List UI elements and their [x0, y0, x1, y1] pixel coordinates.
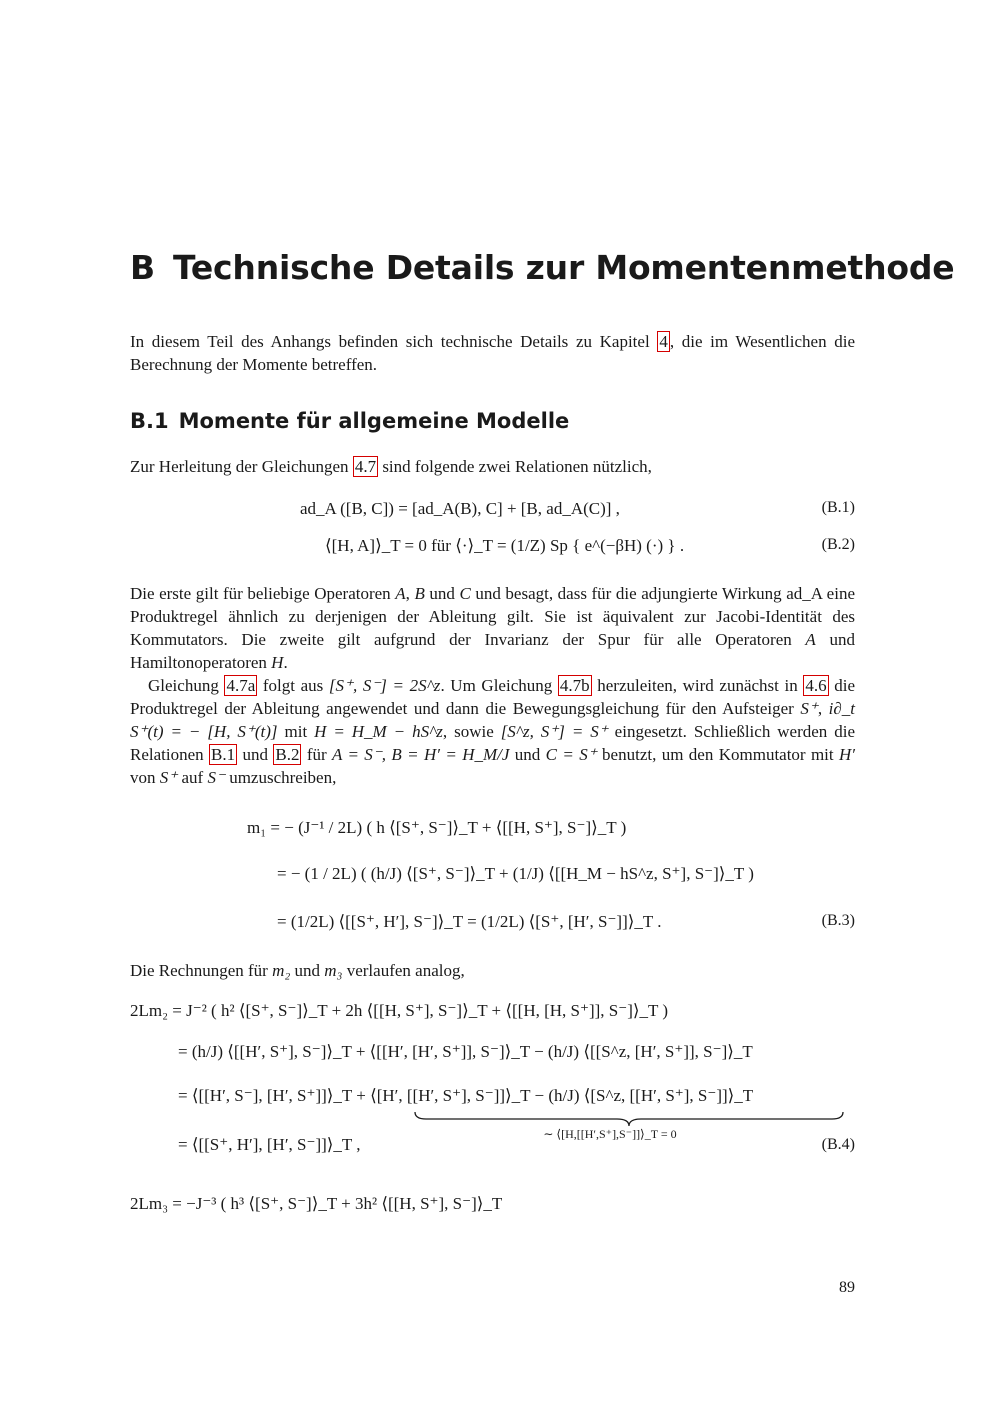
paragraph-text: Die erste gilt für beliebige Operatoren: [130, 584, 396, 603]
paragraph-text: von: [130, 768, 160, 787]
paragraph-4: [130, 959, 855, 982]
ref-link-4-7a[interactable]: 4.7a: [226, 676, 256, 695]
ref-link-chapter-4[interactable]: 4: [659, 332, 668, 351]
paragraph-text: ,: [405, 584, 415, 603]
paragraph-text: herzuleiten, wird zunächst in: [591, 676, 804, 695]
paragraph-text: und: [424, 584, 460, 603]
paragraph-text: sind folgende zwei Relationen nützlich,: [378, 457, 652, 476]
page-number: 89: [839, 1279, 855, 1296]
paragraph-text: umzuschreiben,: [224, 768, 337, 787]
paragraph-text: . Um Gleichung: [440, 676, 558, 695]
paragraph-2: [130, 582, 855, 674]
inline-math: [S^z, S⁺] = S⁺: [500, 722, 608, 741]
paragraph-3: [130, 674, 855, 789]
math-symbol: A: [805, 630, 816, 649]
inline-math: m₃: [324, 961, 343, 980]
inline-math: S⁺: [159, 768, 178, 787]
paragraph-text: benutzt, um den Kommutator mit: [596, 745, 840, 764]
equation-b4-line2: = (h/J) ⟨[[H′, S⁺], S⁻]⟩_T + ⟨[[H′, [H′, S⁺]], S⁻]⟩_T − (h/J) ⟨[[S^z, [H′, S⁺]], S⁻]⟩_T: [178, 1042, 753, 1061]
section-number: B.1: [130, 409, 169, 433]
paragraph-text: eingesetzt. Schließlich werden die Relationen: [130, 722, 856, 764]
inline-math: H′: [839, 745, 856, 764]
chapter-heading: [130, 248, 954, 287]
math-symbol: ad_A: [786, 584, 823, 603]
paragraph-text: und Hamiltonoperatoren: [130, 630, 855, 672]
paragraph-text: .: [283, 653, 288, 672]
paragraph-1: [130, 455, 855, 478]
inline-math: S⁻: [207, 768, 225, 787]
paragraph-text: , sowie: [442, 722, 501, 741]
equation-number-b2: (B.2): [821, 536, 855, 553]
paragraph-text: auf: [177, 768, 208, 787]
ref-link-4-7b[interactable]: 4.7b: [559, 676, 590, 695]
equation-number-b1: (B.1): [821, 499, 855, 516]
equation-b3-line1: m₁ = − (J⁻¹ / 2L) ( h ⟨[S⁺, S⁻]⟩_T + ⟨[[H, S⁺], S⁻]⟩_T ): [247, 818, 627, 837]
equation-number-b3: (B.3): [821, 912, 855, 929]
paragraph-text: Die Rechnungen für: [130, 961, 273, 980]
math-symbol: H: [271, 653, 284, 672]
equation-b4-line3: = ⟨[[H′, S⁻], [H′, S⁺]]⟩_T + ⟨[H′, [[H′, S⁺], S⁻]]⟩_T − (h/J) ⟨[S^z, [[H′, S⁺], S⁻]]⟩_T: [178, 1086, 754, 1105]
chapter-title: Technische Details zur Momentenmethode: [172, 248, 955, 287]
paragraph-text: ,: [817, 699, 829, 718]
paragraph-text: und: [237, 745, 274, 764]
paragraph-text: und: [509, 745, 546, 764]
paragraph-text: Zur Herleitung der Gleichungen: [130, 457, 353, 476]
inline-math: C = S⁺: [545, 745, 597, 764]
equation-m3-line1: 2Lm₃ = −J⁻³ ( h³ ⟨[S⁺, S⁻]⟩_T + 3h² ⟨[[H, S⁺], S⁻]⟩_T: [130, 1194, 503, 1213]
intro-text: , die im Wesentlichen die Berechnung der Momente betreffen.: [130, 332, 855, 374]
inline-math: S⁺: [800, 699, 818, 718]
equation-b3-line3: = (1/2L) ⟨[[S⁺, H′], S⁻]⟩_T = (1/2L) ⟨[S⁺, [H′, S⁻]]⟩_T .: [277, 912, 662, 931]
math-symbol: A: [395, 584, 406, 603]
paragraph-text: eine Produktregel ähnlich zu derjenigen der Ableitung gilt. Sie ist äquivalent zur Jacobi-Identität des Kommutators. Die zweite gilt aufgrund der Invarianz der Spur für alle Operatoren: [130, 584, 855, 649]
inline-math: m₂: [272, 961, 291, 980]
equation-number-b4: (B.4): [821, 1136, 855, 1153]
section-heading: [130, 409, 569, 433]
intro-paragraph: [130, 330, 855, 376]
chapter-number: B: [130, 248, 155, 287]
equation-b1: ad_A ([B, C]) = [ad_A(B), C] + [B, ad_A(C)] ,: [300, 499, 620, 518]
ref-link-b1[interactable]: B.1: [211, 745, 236, 764]
paragraph-text: für: [301, 745, 333, 764]
underbrace: [414, 1111, 844, 1127]
paragraph-text: verlaufen analog,: [342, 961, 465, 980]
inline-math: i∂_t S⁺(t) = − [H, S⁺(t)]: [130, 699, 855, 741]
equation-b4-line4: = ⟨[[S⁺, H′], [H′, S⁻]]⟩_T ,: [178, 1135, 361, 1154]
ref-link-b2[interactable]: B.2: [275, 745, 300, 764]
paragraph-text: die Produktregel der Ableitung angewendet und dann die Bewegungsgleichung für den Aufsteiger: [130, 676, 855, 718]
inline-math: A = S⁻, B = H′ = H_M/J: [332, 745, 510, 764]
math-symbol: B: [414, 584, 425, 603]
paragraph-text: folgt aus: [257, 676, 329, 695]
ref-link-4-6[interactable]: 4.6: [805, 676, 827, 695]
paragraph-text: und: [290, 961, 325, 980]
underbrace-annotation: ∼ ⟨[H,[[H′,S⁺],S⁻]]⟩_T = 0: [543, 1127, 677, 1141]
equation-b3-line2: = − (1 / 2L) ( (h/J) ⟨[S⁺, S⁻]⟩_T + (1/J) ⟨[[H_M − hS^z, S⁺], S⁻]⟩_T ): [277, 864, 754, 883]
paragraph-text: und besagt, dass für die adjungierte Wirkung: [470, 584, 787, 603]
paragraph-text: Gleichung: [148, 676, 225, 695]
equation-b4-line1: 2Lm₂ = J⁻² ( h² ⟨[S⁺, S⁻]⟩_T + 2h ⟨[[H, S⁺], S⁻]⟩_T + ⟨[[H, [H, S⁺]], S⁻]⟩_T ): [130, 1001, 669, 1020]
paragraph-text: mit: [277, 722, 315, 741]
math-symbol: C: [459, 584, 471, 603]
ref-link-4-7[interactable]: 4.7: [354, 457, 377, 476]
equation-b2: ⟨[H, A]⟩_T = 0 für ⟨·⟩_T = (1/Z) Sp { e^(−βH) (·) } .: [325, 536, 685, 555]
intro-text: In diesem Teil des Anhangs befinden sich technische Details zu Kapitel: [130, 332, 658, 351]
inline-math: H = H_M − hS^z: [314, 722, 443, 741]
inline-math: [S⁺, S⁻] = 2S^z: [328, 676, 441, 695]
section-title: Momente für allgemeine Modelle: [178, 409, 570, 433]
